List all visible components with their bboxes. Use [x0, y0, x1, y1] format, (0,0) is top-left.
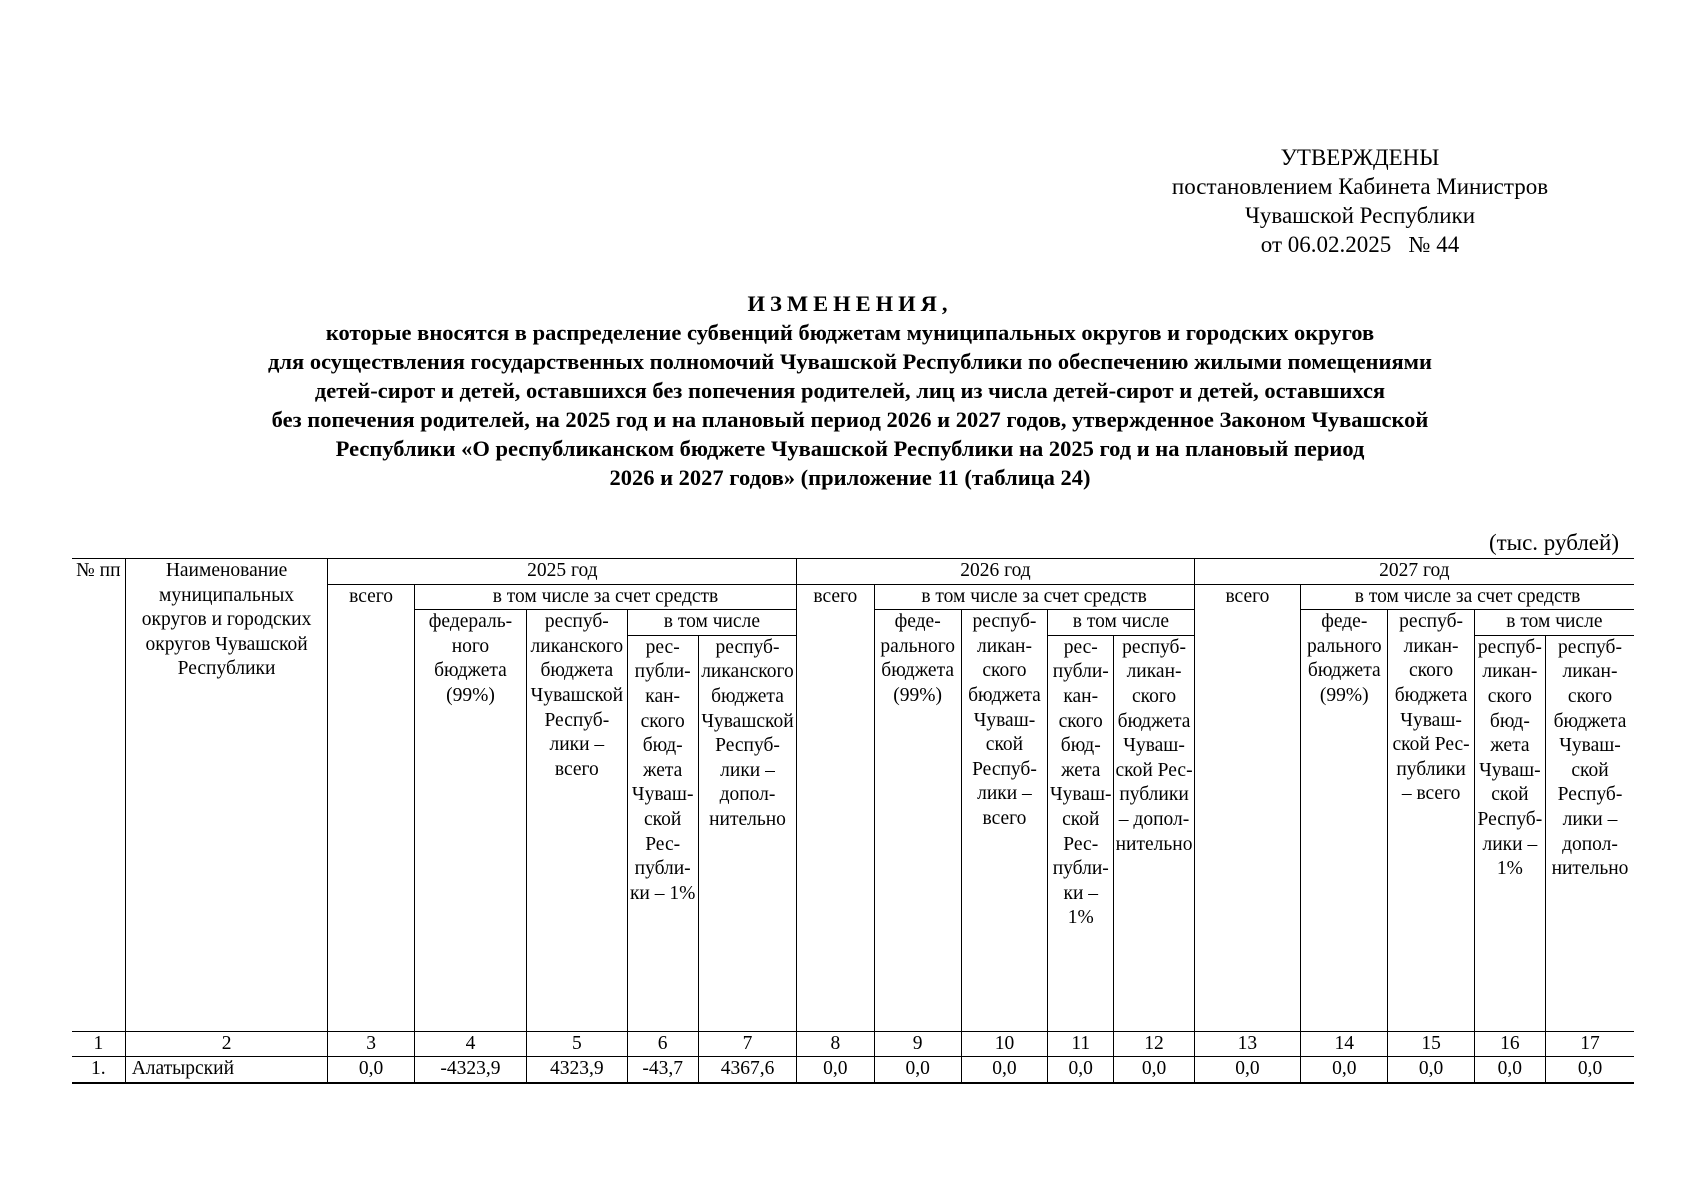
- header-total-2026: всего: [797, 584, 874, 1031]
- title-head: ИЗМЕНЕНИЯ,: [747, 291, 953, 316]
- header-federal-2025: федерального бюджета (99%): [414, 610, 526, 1032]
- row-value: 0,0: [961, 1057, 1047, 1083]
- header-num: № пп: [72, 559, 125, 1032]
- approval-number: № 44: [1408, 232, 1460, 257]
- row-value: 0,0: [1301, 1057, 1388, 1083]
- column-number: 6: [627, 1031, 698, 1057]
- row-value: 0,0: [1546, 1057, 1635, 1083]
- approval-block: [1140, 143, 1580, 259]
- row-value: 0,0: [797, 1057, 874, 1083]
- header-total-2027: всего: [1194, 584, 1300, 1031]
- table-row: [72, 1057, 1634, 1083]
- title-line: которые вносятся в распределение субвенций бюджетам муниципальных округов и городских округов: [325, 320, 1375, 345]
- header-incl-2025: в том числе: [627, 610, 797, 636]
- column-number: 15: [1388, 1031, 1474, 1057]
- header-republic-total-2027: республиканского бюджета Чувашской Республики – всего: [1388, 610, 1474, 1032]
- title-line: детей-сирот и детей, оставшихся без попечения родителей, лиц из числа детей-сирот и детей, оставшихся: [314, 378, 1386, 403]
- subvention-table: [72, 558, 1634, 1084]
- header-federal-2027: федерального бюджета (99%): [1301, 610, 1388, 1032]
- title-line: без попечения родителей, на 2025 год и на плановый период 2026 и 2027 годов, утвержденное Законом Чувашской: [271, 407, 1429, 432]
- header-republic-total-2026: республиканского бюджета Чувашской Республики – всего: [961, 610, 1047, 1032]
- title-line: для осуществления государственных полномочий Чувашской Республики по обеспечению жилыми помещениями: [268, 349, 1432, 374]
- header-republic-add-2026: республиканского бюджета Чувашской Республики – дополнительно: [1114, 635, 1194, 1031]
- column-number: 11: [1048, 1031, 1114, 1057]
- header-funds-2025: в том числе за счет средств: [414, 584, 796, 610]
- header-year-2027: 2027 год: [1194, 559, 1634, 585]
- header-republic-add-2025: республиканского бюджета Чувашской Республики – дополнительно: [698, 635, 796, 1031]
- column-number: 13: [1194, 1031, 1300, 1057]
- column-number: 17: [1546, 1031, 1635, 1057]
- column-number: 2: [125, 1031, 328, 1057]
- column-number: 9: [874, 1031, 961, 1057]
- row-value: -4323,9: [414, 1057, 526, 1083]
- header-republic-1-2026: республиканского бюджета Чувашской Республики – 1%: [1048, 635, 1114, 1031]
- row-value: 0,0: [1048, 1057, 1114, 1083]
- approval-line3: Чувашской Республики: [1244, 203, 1476, 228]
- header-year-2026: 2026 год: [797, 559, 1195, 585]
- row-num: 1.: [72, 1057, 125, 1083]
- row-value: -43,7: [627, 1057, 698, 1083]
- header-year-2025: 2025 год: [328, 559, 797, 585]
- header-incl-2027: в том числе: [1474, 610, 1634, 636]
- units-label: (тыс. рублей): [1488, 530, 1619, 555]
- header-total-2025: всего: [328, 584, 414, 1031]
- approval-date-line: [1140, 230, 1580, 259]
- row-value: 0,0: [1388, 1057, 1474, 1083]
- column-number: 5: [527, 1031, 627, 1057]
- row-value: 0,0: [328, 1057, 414, 1083]
- column-number: 12: [1114, 1031, 1194, 1057]
- document-title: [120, 289, 1580, 492]
- column-number: 16: [1474, 1031, 1545, 1057]
- title-line: Республики «О республиканском бюджете Чувашской Республики на 2025 год и на плановый период: [335, 436, 1365, 461]
- row-value: 4323,9: [527, 1057, 627, 1083]
- column-number: 4: [414, 1031, 526, 1057]
- column-number: 8: [797, 1031, 874, 1057]
- row-name: Алатырский: [125, 1057, 328, 1083]
- row-value: 0,0: [1114, 1057, 1194, 1083]
- header-incl-2026: в том числе: [1048, 610, 1195, 636]
- header-federal-2026: федерального бюджета (99%): [874, 610, 961, 1032]
- header-republic-add-2027: республиканского бюджета Чувашской Республики – дополнительно: [1546, 635, 1635, 1031]
- header-republic-1-2025: республиканского бюджета Чувашской Республики – 1%: [627, 635, 698, 1031]
- approval-line2: постановлением Кабинета Министров: [1171, 174, 1549, 199]
- column-number: 7: [698, 1031, 796, 1057]
- approval-date: от 06.02.2025: [1260, 232, 1392, 257]
- header-republic-1-2027: республиканского бюджета Чувашской Республики – 1%: [1474, 635, 1545, 1031]
- row-value: 4367,6: [698, 1057, 796, 1083]
- header-row-years: [72, 559, 1634, 585]
- column-number-row: [72, 1031, 1634, 1057]
- column-number: 3: [328, 1031, 414, 1057]
- row-value: 0,0: [1194, 1057, 1300, 1083]
- header-name: Наименование муниципальных округов и городских округов Чувашской Республики: [125, 559, 328, 1032]
- approval-line1: УТВЕРЖДЕНЫ: [1280, 145, 1440, 170]
- header-funds-2027: в том числе за счет средств: [1301, 584, 1634, 610]
- header-republic-total-2025: республиканского бюджета Чувашской Республики – всего: [527, 610, 627, 1032]
- column-number: 1: [72, 1031, 125, 1057]
- column-number: 10: [961, 1031, 1047, 1057]
- header-funds-2026: в том числе за счет средств: [874, 584, 1194, 610]
- column-number: 14: [1301, 1031, 1388, 1057]
- title-line: 2026 и 2027 годов» (приложение 11 (таблица 24): [609, 465, 1091, 490]
- row-value: 0,0: [1474, 1057, 1545, 1083]
- row-value: 0,0: [874, 1057, 961, 1083]
